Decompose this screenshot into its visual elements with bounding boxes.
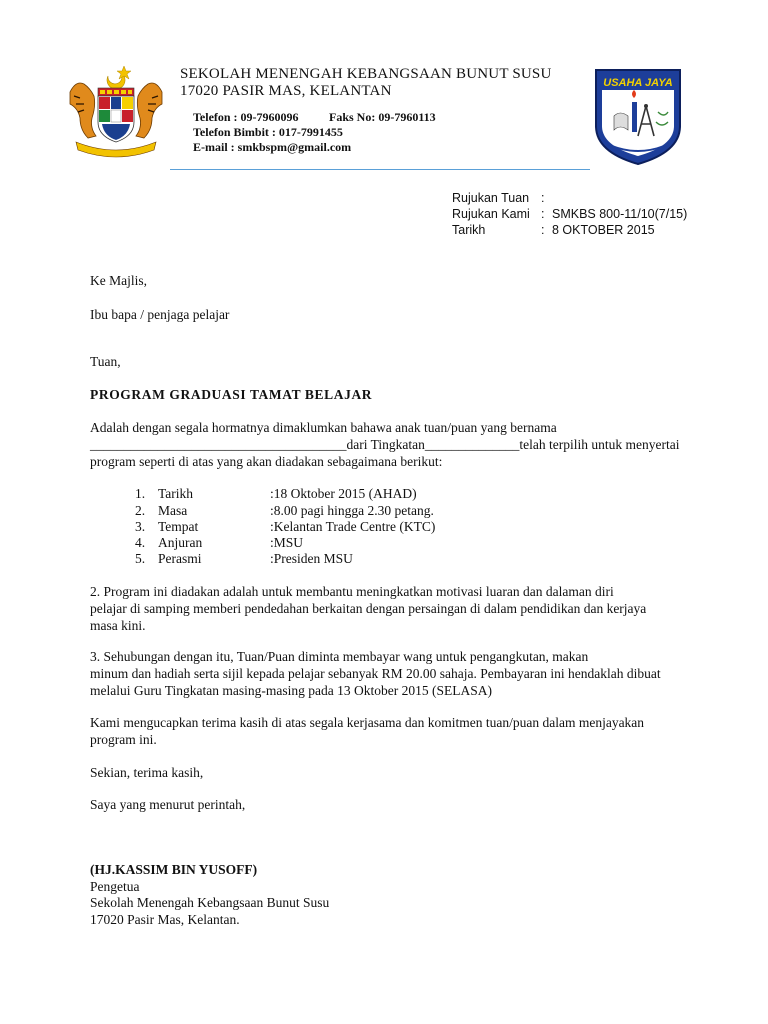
reference-value: SMKBS 800-11/10(7/15) — [552, 207, 688, 221]
detail-item — [90, 502, 590, 519]
detail-value: :MSU — [270, 535, 304, 550]
thanks-line-2: program ini. — [90, 732, 157, 747]
reference-label: Tarikh — [452, 223, 486, 237]
thanks-line-1: Kami mengucapkan terima kasih di atas segala kerjasama dan komitmen tuan/puan dalam menjayakan — [90, 715, 645, 730]
detail-number: 4. — [135, 535, 146, 550]
detail-value: :Kelantan Trade Centre (KTC) — [270, 519, 436, 534]
reference-value: 8 OKTOBER 2015 — [552, 223, 655, 237]
letter-title: PROGRAM GRADUASI TAMAT BELAJAR — [90, 387, 373, 402]
header-divider — [170, 169, 590, 170]
reference-separator: : — [541, 223, 545, 237]
school-badge-logo — [592, 66, 684, 166]
detail-label: Tarikh — [158, 486, 194, 501]
email-address: E-mail : smkbspm@gmail.com — [193, 140, 352, 154]
intro-line-3: program seperti di atas yang akan diadakan sebagaimana berikut: — [90, 454, 443, 469]
school-name: SEKOLAH MENENGAH KEBANGSAAN BUNUT SUSU — [180, 66, 552, 82]
phone-number: Telefon : 09-7960096 — [193, 110, 299, 124]
detail-label: Tempat — [158, 519, 199, 534]
detail-value: :18 Oktober 2015 (AHAD) — [270, 486, 417, 501]
reference-separator: : — [541, 191, 545, 205]
school-address: 17020 PASIR MAS, KELANTAN — [180, 83, 392, 99]
detail-item — [90, 518, 590, 535]
signer-name: (HJ.KASSIM BIN YUSOFF) — [90, 862, 258, 877]
detail-label: Masa — [158, 503, 188, 518]
reference-label: Rujukan Tuan — [452, 191, 530, 205]
salutation: Tuan, — [90, 354, 121, 369]
paragraph-2-line-3: masa kini. — [90, 618, 146, 633]
reference-row-kami — [452, 206, 692, 222]
intro-line-2: ______________________________________dari Tingkatan______________telah terpilih untuk menyertai — [90, 437, 680, 452]
paragraph-3-line-1: 3. Sehubungan dengan itu, Tuan/Puan diminta membayar wang untuk pengangkutan, makan — [90, 649, 589, 664]
fax-number: Faks No: 09-7960113 — [329, 110, 436, 124]
detail-number: 2. — [135, 503, 146, 518]
detail-item — [90, 485, 590, 502]
detail-number: 3. — [135, 519, 146, 534]
signoff: Saya yang menurut perintah, — [90, 797, 246, 812]
paragraph-3-line-3: melalui Guru Tingkatan masing-masing pada 13 Oktober 2015 (SELASA) — [90, 683, 492, 698]
detail-label: Perasmi — [158, 551, 202, 566]
badge-motto: USAHA JAYA — [603, 77, 673, 89]
reference-separator: : — [541, 207, 545, 221]
signer-address: 17020 Pasir Mas, Kelantan. — [90, 912, 240, 927]
signer-organization: Sekolah Menengah Kebangsaan Bunut Susu — [90, 895, 330, 910]
reference-row-tuan — [452, 190, 692, 206]
closing: Sekian, terima kasih, — [90, 765, 204, 780]
addressee: Ke Majlis, — [90, 273, 147, 288]
detail-number: 5. — [135, 551, 146, 566]
mobile-number: Telefon Bimbit : 017-7991455 — [193, 125, 343, 139]
detail-item — [90, 550, 590, 567]
paragraph-2-line-1: 2. Program ini diadakan adalah untuk membantu meningkatkan motivasi luaran dan dalaman diri — [90, 584, 614, 599]
coat-of-arms-logo — [66, 62, 166, 162]
intro-line-1: Adalah dengan segala hormatnya dimaklumkan bahawa anak tuan/puan yang bernama — [90, 420, 557, 435]
detail-number: 1. — [135, 486, 146, 501]
detail-label: Anjuran — [158, 535, 203, 550]
paragraph-3-line-2: minum dan hadiah serta sijil kepada pelajar sebanyak RM 20.00 sahaja. Pembayaran ini hendaklah dibuat — [90, 666, 661, 681]
signer-position: Pengetua — [90, 879, 140, 894]
detail-item — [90, 534, 590, 551]
detail-value: :Presiden MSU — [270, 551, 353, 566]
reference-label: Rujukan Kami — [452, 207, 530, 221]
detail-value: :8.00 pagi hingga 2.30 petang. — [270, 503, 434, 518]
recipient: Ibu bapa / penjaga pelajar — [90, 307, 230, 322]
reference-row-tarikh — [452, 222, 692, 238]
paragraph-2-line-2: pelajar di samping memberi pendedahan berkaitan dengan persaingan di dalam pendidikan dan kerjaya — [90, 601, 647, 616]
